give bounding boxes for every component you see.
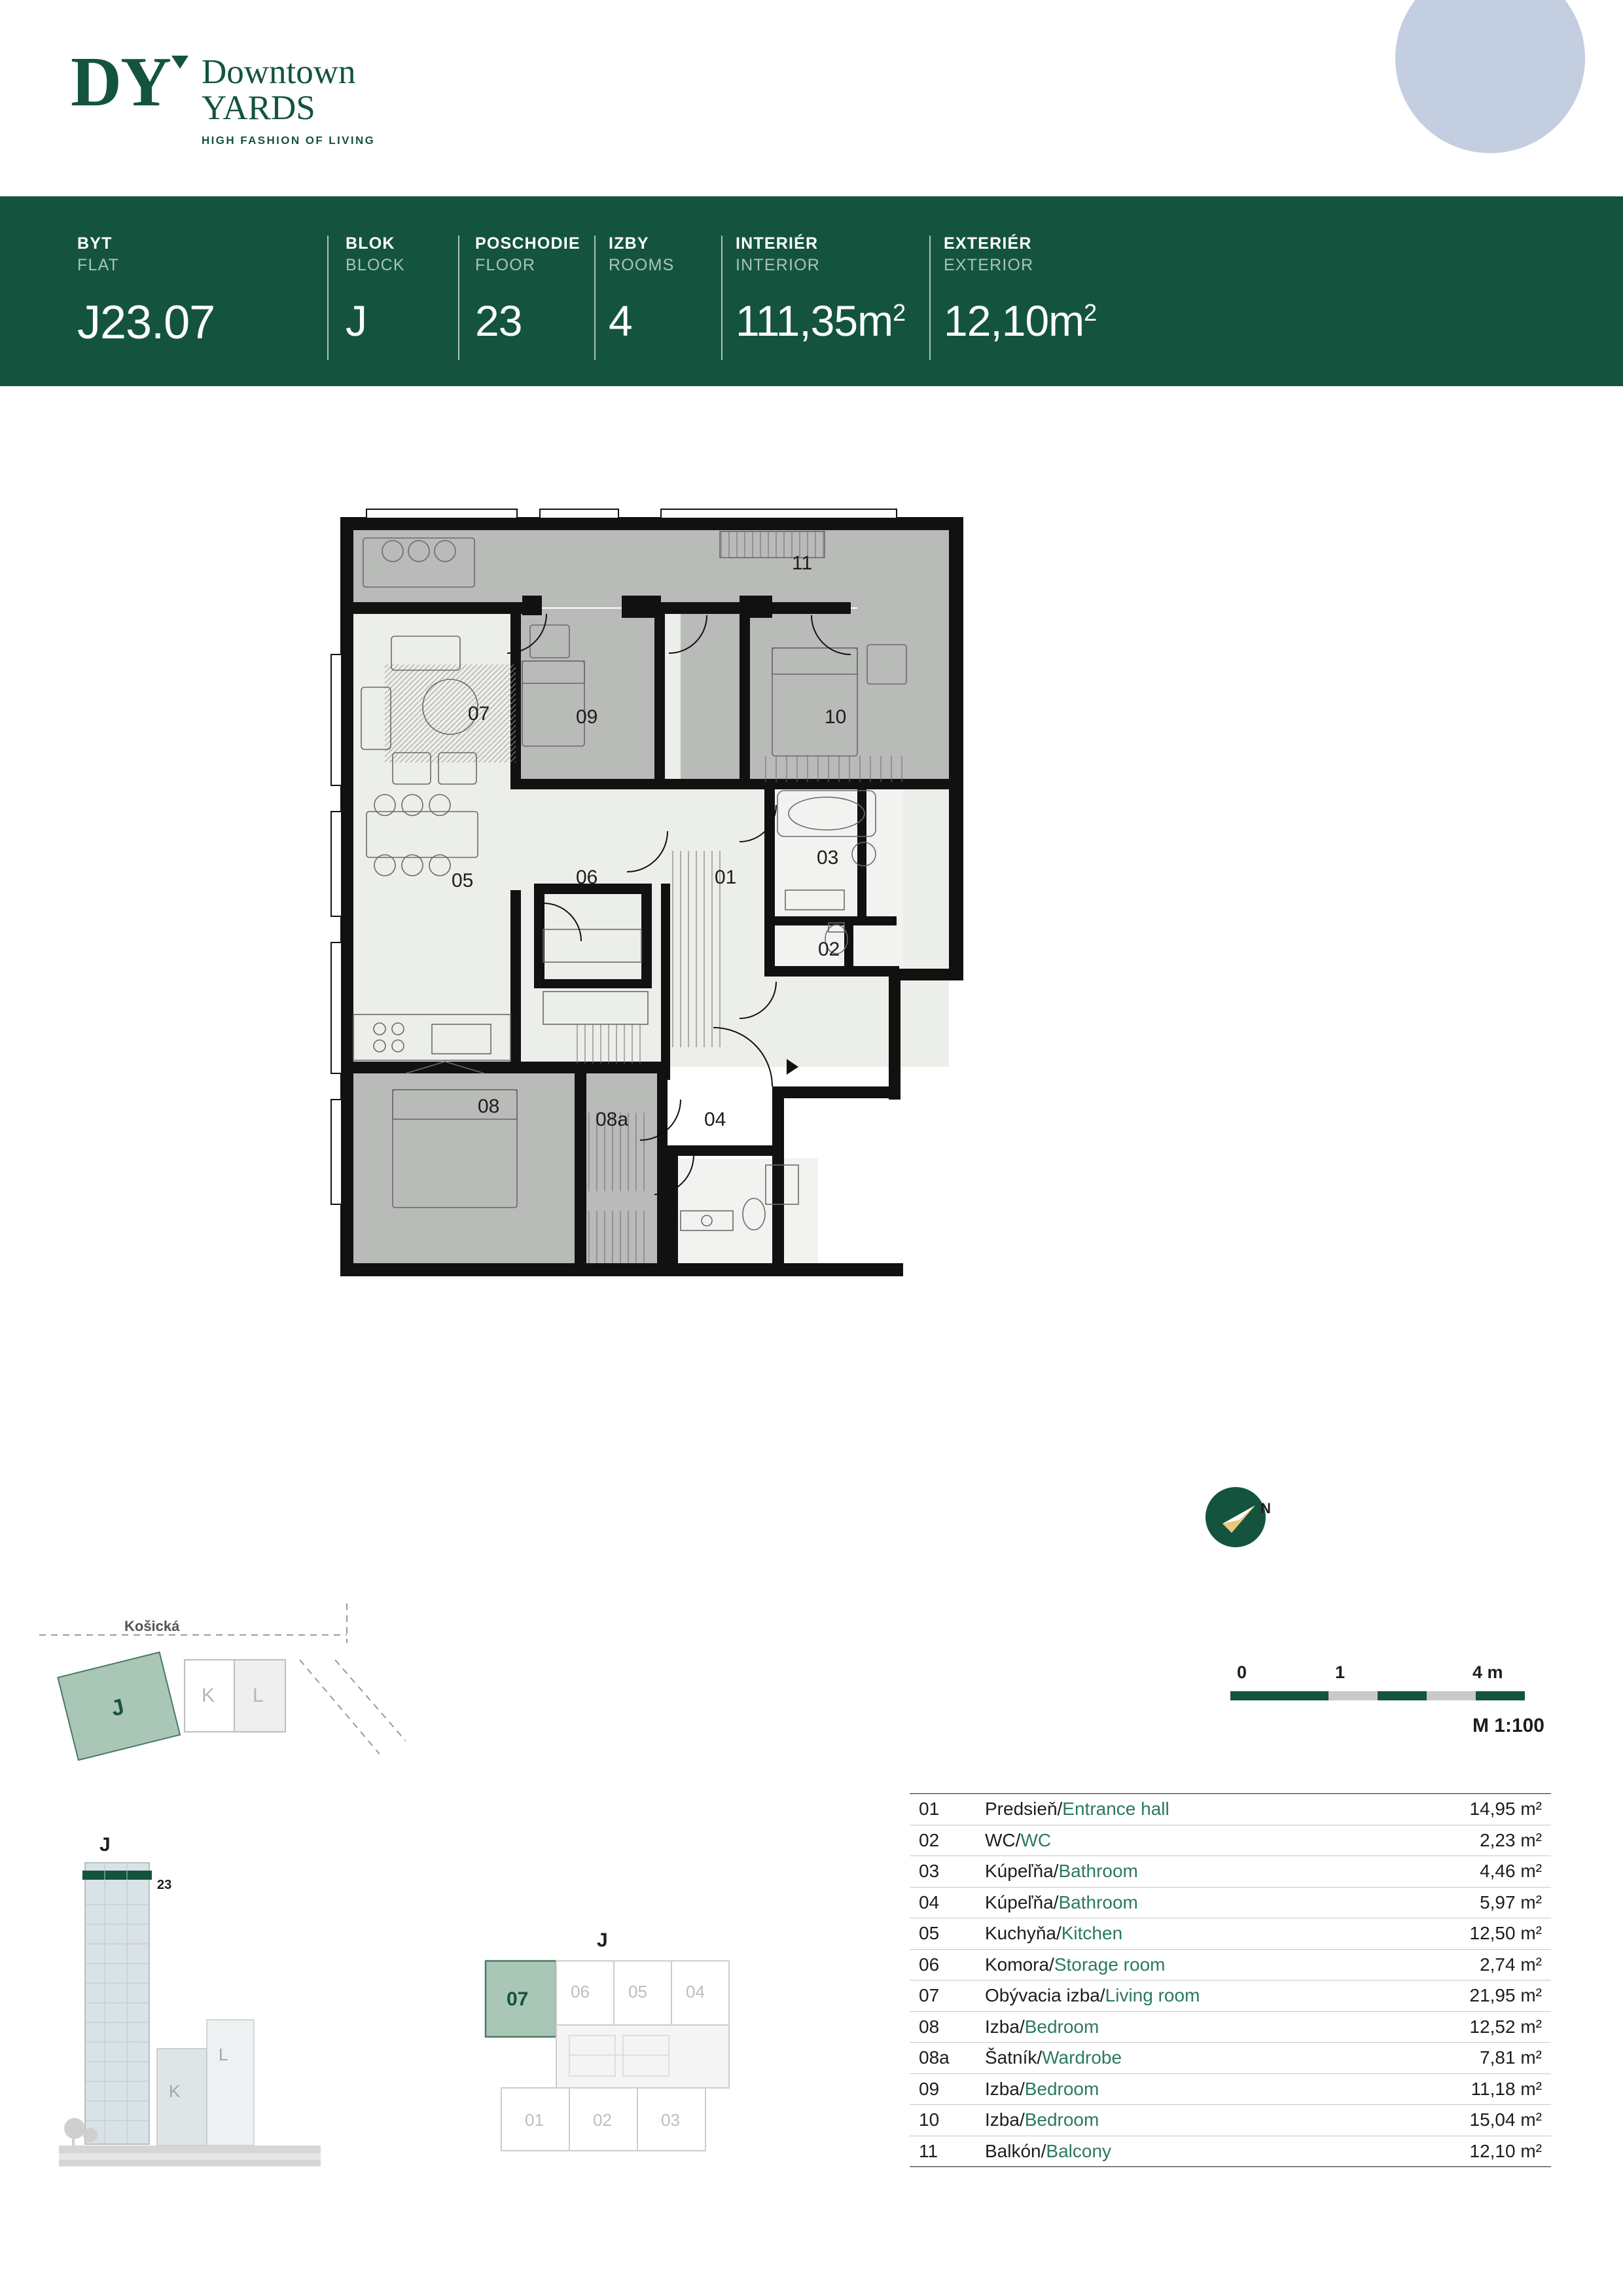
legend-number: 07 <box>919 1985 940 2006</box>
info-exterior-number: 12,10m <box>944 296 1084 345</box>
info-block-label-cs: BLOK <box>346 234 395 253</box>
legend-area: 12,50 m² <box>1469 1923 1542 1944</box>
site-map-block-l: L <box>253 1685 264 1706</box>
info-flat <box>77 196 293 386</box>
floor-key-label: J <box>597 1929 608 1951</box>
info-exterior-label-cs: EXTERIÉR <box>944 234 1032 253</box>
floor-key-unit-04: 04 <box>686 1982 705 2001</box>
plan-label-06: 06 <box>576 867 598 888</box>
legend-name-cs: Balkón <box>985 2140 1041 2161</box>
legend-name: Kúpeľňa/Bathroom <box>985 1892 1138 1912</box>
plan-label-04: 04 <box>704 1109 726 1130</box>
legend-number: 06 <box>919 1954 940 1975</box>
tower-block-l: L <box>219 2045 228 2064</box>
legend-number: 09 <box>919 2078 940 2099</box>
table-row <box>910 2105 1551 2136</box>
legend-number: 08a <box>919 2047 950 2068</box>
info-block <box>346 196 470 386</box>
flat-info-bar <box>0 196 1623 386</box>
legend-name-cs: Predsieň <box>985 1799 1058 1820</box>
table-row <box>910 1825 1551 1857</box>
info-exterior-unit: 2 <box>1084 299 1097 326</box>
legend-name-en: Kitchen <box>1061 1923 1123 1944</box>
table-row <box>910 1981 1551 2012</box>
info-floor-label-en: FLOOR <box>475 256 536 274</box>
info-rooms-value: 4 <box>609 296 632 345</box>
plan-label-03: 03 <box>817 847 839 869</box>
legend-name: WC/WC <box>985 1829 1052 1850</box>
floor-key-unit-05: 05 <box>628 1982 647 2001</box>
plan-label-02: 02 <box>818 939 840 960</box>
scale-tick-0: 0 <box>1237 1662 1247 1682</box>
legend-area: 12,52 m² <box>1469 2016 1542 2037</box>
floor-key-unit-01: 01 <box>525 2110 544 2130</box>
site-map <box>39 1604 406 1813</box>
legend-name-en: Bedroom <box>1024 2016 1099 2037</box>
legend-name-cs: Komora <box>985 1954 1050 1975</box>
floor-key <box>471 1924 785 2186</box>
plan-label-11: 11 <box>792 552 813 574</box>
legend-area: 2,74 m² <box>1480 1954 1542 1975</box>
legend-name-cs: Šatník <box>985 2047 1037 2068</box>
legend-number: 10 <box>919 2109 940 2130</box>
table-row <box>910 2074 1551 2106</box>
legend-name-en: Entrance hall <box>1062 1799 1169 1820</box>
site-map-street: Košická <box>124 1618 180 1634</box>
scale-tick-1: 1 <box>1335 1662 1346 1682</box>
info-rooms-label-en: ROOMS <box>609 256 675 274</box>
legend-number: 11 <box>919 2140 938 2161</box>
legend-name: Kúpeľňa/Bathroom <box>985 1861 1138 1882</box>
info-floor-label-cs: POSCHODIE <box>475 234 580 253</box>
info-flat-label-en: FLAT <box>77 256 120 274</box>
legend-name-cs: Kúpeľňa <box>985 1892 1054 1912</box>
legend-area: 7,81 m² <box>1480 2047 1542 2068</box>
legend-area: 12,10 m² <box>1469 2140 1542 2161</box>
legend-number: 08 <box>919 2016 940 2037</box>
floor-key-unit-03: 03 <box>661 2110 680 2130</box>
legend-name: Predsieň/Entrance hall <box>985 1799 1169 1820</box>
table-row <box>910 1794 1551 1825</box>
info-interior-value <box>736 296 905 346</box>
logo-mark-text: DY <box>71 43 170 121</box>
plan-label-01: 01 <box>715 867 737 888</box>
legend-name-en: Wardrobe <box>1042 2047 1122 2068</box>
legend-area: 21,95 m² <box>1469 1985 1542 2006</box>
legend-name-cs: Kúpeľňa <box>985 1861 1054 1882</box>
legend-name: Obývacia izba/Living room <box>985 1985 1200 2006</box>
legend-area: 5,97 m² <box>1480 1892 1542 1912</box>
scale-bar-graphic <box>1230 1691 1525 1700</box>
legend-name: Balkón/Balcony <box>985 2140 1112 2161</box>
info-divider <box>721 236 722 360</box>
legend-name: Izba/Bedroom <box>985 2016 1099 2037</box>
plan-label-09: 09 <box>576 706 598 728</box>
info-exterior-label-en: EXTERIOR <box>944 256 1034 274</box>
table-row <box>910 1888 1551 1919</box>
legend-name-cs: Izba <box>985 2109 1020 2130</box>
room-legend-table <box>910 1793 1551 2167</box>
legend-number: 03 <box>919 1861 940 1882</box>
legend-name-en: Balcony <box>1046 2140 1112 2161</box>
table-row <box>910 2012 1551 2043</box>
plan-label-10: 10 <box>825 706 847 728</box>
legend-area: 2,23 m² <box>1480 1829 1542 1850</box>
tower-block-k: K <box>169 2081 181 2101</box>
legend-name: Komora/Storage room <box>985 1954 1166 1975</box>
info-divider <box>327 236 329 360</box>
legend-area: 11,18 m² <box>1471 2078 1542 2099</box>
info-divider <box>458 236 459 360</box>
brand-name-line2: YARDS <box>202 89 315 127</box>
info-flat-label-cs: BYT <box>77 234 113 253</box>
info-exterior <box>944 196 1153 386</box>
info-divider <box>594 236 596 360</box>
tower-label: J <box>99 1834 111 1856</box>
compass-label: N <box>1260 1500 1271 1516</box>
legend-name: Izba/Bedroom <box>985 2109 1099 2130</box>
legend-name-cs: WC <box>985 1829 1016 1850</box>
info-interior-unit: 2 <box>893 299 906 326</box>
logo-mark <box>71 43 187 121</box>
table-row <box>910 2043 1551 2074</box>
compass <box>1198 1473 1283 1558</box>
legend-number: 01 <box>919 1799 940 1820</box>
legend-area: 15,04 m² <box>1469 2109 1542 2130</box>
info-floor <box>475 196 599 386</box>
legend-name-en: Bedroom <box>1024 2078 1099 2099</box>
info-interior-label-cs: INTERIÉR <box>736 234 819 253</box>
floor-key-unit-06: 06 <box>571 1982 590 2001</box>
floor-plan <box>314 497 1283 1558</box>
floor-key-unit-02: 02 <box>593 2110 612 2130</box>
scale-tick-4: 4 m <box>1472 1662 1503 1682</box>
legend-area: 14,95 m² <box>1469 1799 1542 1820</box>
legend-area: 4,46 m² <box>1480 1861 1542 1882</box>
legend-name-en: WC <box>1020 1829 1052 1850</box>
brand-name <box>202 51 375 147</box>
legend-name-en: Bedroom <box>1024 2109 1099 2130</box>
legend-name: Izba/Bedroom <box>985 2078 1099 2099</box>
table-row <box>910 1918 1551 1950</box>
plan-room-08a-fill <box>543 1073 661 1270</box>
info-interior <box>736 196 932 386</box>
legend-name-cs: Izba <box>985 2016 1020 2037</box>
table-row <box>910 1856 1551 1888</box>
floor-key-unit-07: 07 <box>507 1988 529 2010</box>
legend-name: Šatník/Wardrobe <box>985 2047 1122 2068</box>
info-rooms-label-cs: IZBY <box>609 234 649 253</box>
info-block-label-en: BLOCK <box>346 256 405 274</box>
legend-number: 02 <box>919 1829 940 1850</box>
info-interior-label-en: INTERIOR <box>736 256 821 274</box>
brand-tagline: HIGH FASHION OF LIVING <box>202 134 376 147</box>
legend-name-cs: Obývacia izba <box>985 1985 1100 2006</box>
plan-room-09-fill <box>512 609 654 782</box>
plan-label-08a: 08a <box>596 1109 629 1130</box>
tower-floor-number: 23 <box>157 1878 172 1892</box>
tower-elevation <box>59 1833 399 2186</box>
scale-bar <box>1230 1662 1544 1754</box>
decorative-circle <box>1395 0 1585 153</box>
info-divider <box>929 236 931 360</box>
site-map-block-k: K <box>202 1685 215 1706</box>
tower-floor-marker <box>82 1871 152 1880</box>
brand-name-line1: Downtown <box>202 53 356 91</box>
info-floor-value: 23 <box>475 296 522 345</box>
info-interior-number: 111,35m <box>736 296 893 345</box>
plan-label-07: 07 <box>468 703 490 725</box>
table-row <box>910 1950 1551 1981</box>
plan-label-05: 05 <box>452 870 474 891</box>
legend-name-en: Bathroom <box>1058 1861 1138 1882</box>
info-block-value: J <box>346 296 366 345</box>
legend-name-cs: Izba <box>985 2078 1020 2099</box>
table-row <box>910 2136 1551 2168</box>
scale-ticks <box>1230 1662 1544 1689</box>
legend-name-cs: Kuchyňa <box>985 1923 1056 1944</box>
info-exterior-value <box>944 296 1096 346</box>
legend-name-en: Living room <box>1105 1985 1200 2006</box>
plan-label-08: 08 <box>478 1096 500 1117</box>
info-flat-value: J23.07 <box>77 296 215 349</box>
triangle-icon <box>171 56 188 69</box>
legend-name-en: Storage room <box>1054 1954 1166 1975</box>
legend-name: Kuchyňa/Kitchen <box>985 1923 1123 1944</box>
legend-name-en: Bathroom <box>1058 1892 1138 1912</box>
site-map-block-j: J <box>108 1694 127 1722</box>
scale-ratio-label: M 1:100 <box>1472 1715 1544 1736</box>
brand-logo <box>71 43 376 147</box>
info-rooms <box>609 196 726 386</box>
page-header <box>0 0 1623 196</box>
legend-number: 05 <box>919 1923 940 1944</box>
legend-number: 04 <box>919 1892 940 1912</box>
